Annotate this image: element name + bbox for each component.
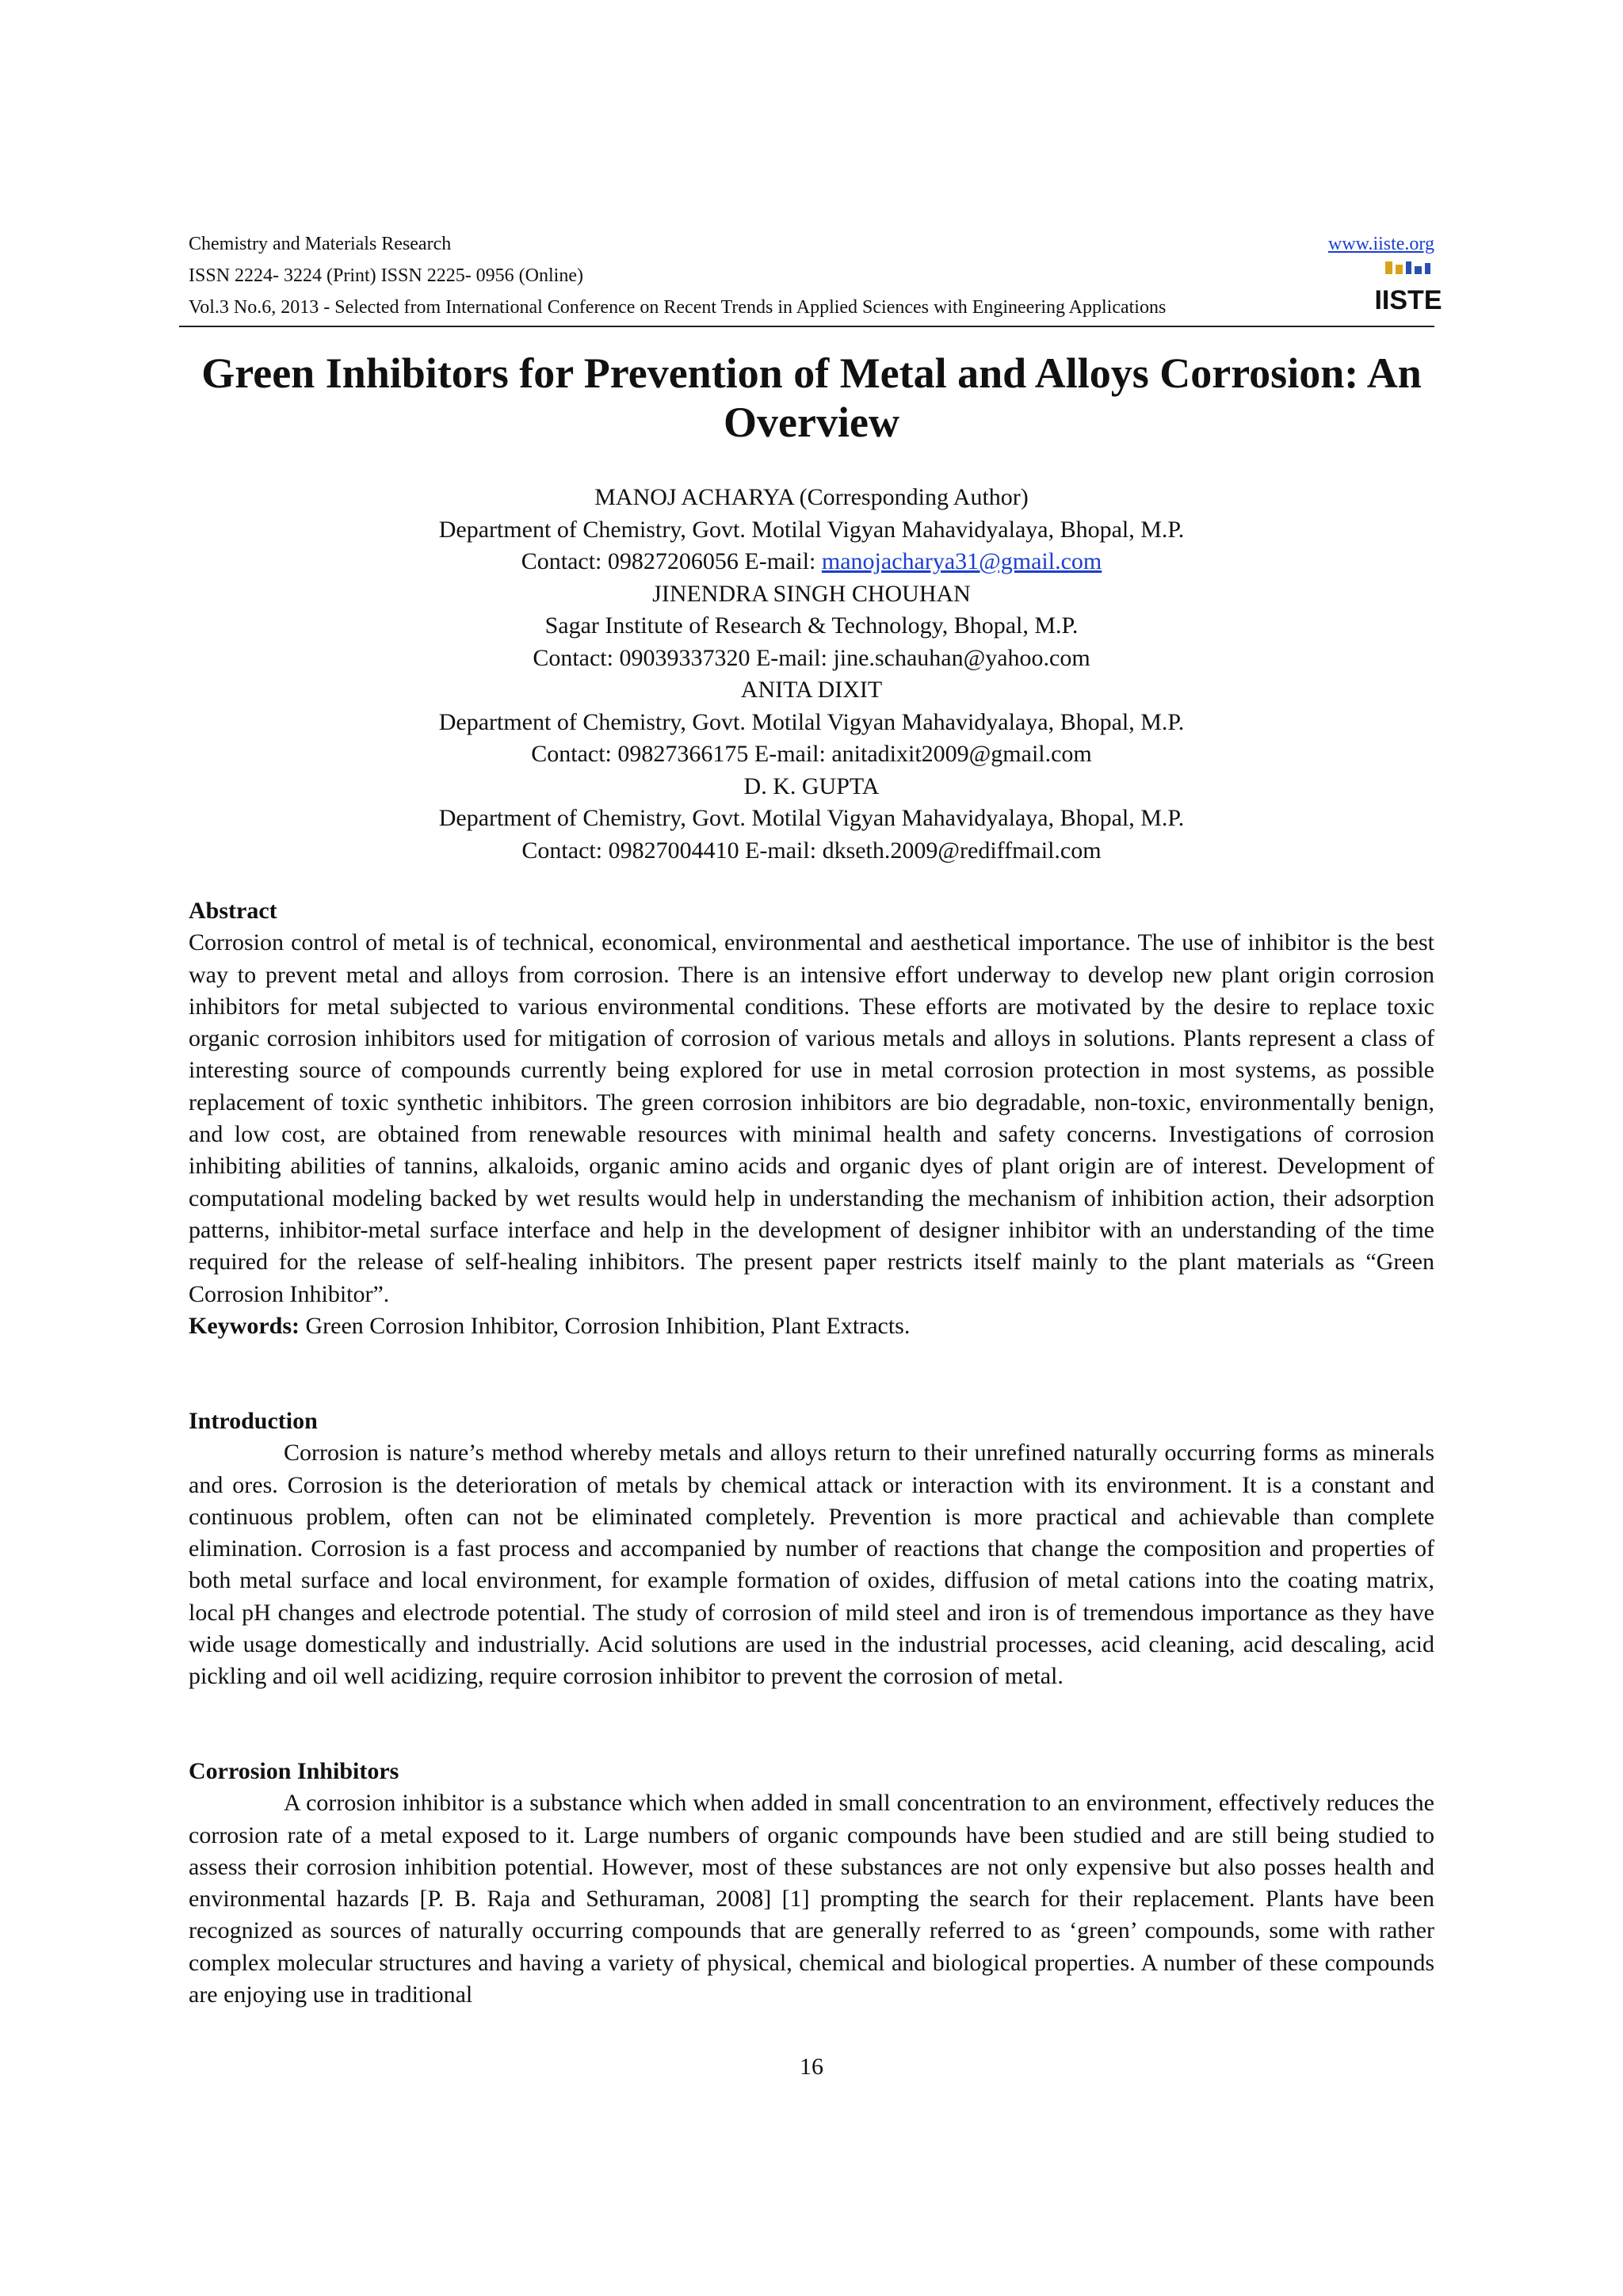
author-affiliation: Department of Chemistry, Govt. Motilal Vigyan Mahavidyalaya, Bhopal, M.P.	[438, 805, 1185, 831]
svg-text:IISTE: IISTE	[1374, 285, 1442, 315]
author-name: JINENDRA SINGH CHOUHAN	[652, 580, 971, 607]
author-block	[189, 482, 1434, 867]
author-contact: Contact: 09827206056 E-mail: manojacharya31@gmail.com	[521, 548, 1102, 574]
abstract-text: Corrosion control of metal is of technical, economical, environmental and aesthetical importance. The use of inhibitor is the best way to prevent metal and alloys from corrosion. There is an intensive effort underway to develop new plant origin corrosion inhibitors for metal subjected to various environmental conditions. These efforts are motivated by the desire to replace toxic organic corrosion inhibitors used for mitigation of corrosion of various metals and alloys in solutions. Plants represent a class of interesting source of compounds currently being explored for use in metal corrosion protection in most systems, as possible replacement of toxic synthetic inhibitors. The green corrosion inhibitors are bio degradable, non-toxic, environmentally benign, and low cost, are obtained from renewable resources with minimal health and safety concerns. Investigations of corrosion inhibiting abilities of tannins, alkaloids, organic amino acids and organic dyes of plant origin are of interest. Development of computational modeling backed by wet results would help in understanding the mechanism of inhibition action, their adsorption patterns, inhibitor-metal surface interface and help in the development of designer inhibitor with an understanding of the time required for the release of self-healing inhibitors. The present paper restricts itself mainly to the plant materials as “Green Corrosion Inhibitor”.	[189, 929, 1434, 1307]
abstract-section	[189, 895, 1434, 1342]
journal-url-link[interactable]: www.iiste.org	[1328, 234, 1434, 254]
title-line-1: Green Inhibitors for Prevention of Metal and Alloys Corrosion: An	[201, 349, 1422, 397]
keywords-text: Green Corrosion Inhibitor, Corrosion Inhibition, Plant Extracts.	[305, 1312, 911, 1339]
introduction-text: Corrosion is nature’s method whereby metals and alloys return to their unrefined naturally occurring forms as minerals and ores. Corrosion is the deterioration of metals by chemical attack or interaction with its environment. It is a constant and continuous problem, often can not be eliminated completely. Prevention is more practical and achievable than complete elimination. Corrosion is a fast process and accompanied by number of reactions that change the composition and properties of both metal surface and local environment, for example formation of oxides, diffusion of metal cations into the coating matrix, local pH changes and electrode potential. The study of corrosion of mild steel and iron is of tremendous importance as they have wide usage domestically and industrially. Acid solutions are used in the industrial processes, acid cleaning, acid descaling, acid pickling and oil well acidizing, require corrosion inhibitor to prevent the corrosion of metal.	[189, 1440, 1434, 1690]
author-contact: Contact: 09827004410 E-mail: dkseth.2009@rediffmail.com	[521, 837, 1102, 864]
title-line-2: Overview	[724, 399, 899, 446]
journal-name: Chemistry and Materials Research	[189, 234, 452, 254]
author-email: jine.schauhan@yahoo.com	[833, 644, 1090, 671]
corrosion-inhibitors-text: A corrosion inhibitor is a substance which when added in small concentration to an environment, effectively reduces the corrosion rate of a metal exposed to it. Large numbers of organic compounds have been studied and are still being studied to assess their corrosion inhibition potential. However, most of these substances are not only expensive but also posses health and environmental hazards [P. B. Raja and Sethuraman, 2008] [1] prompting the search for their replacement. Plants have been recognized as sources of naturally occurring compounds that are generally referred to as ‘green’ compounds, some with rather complex molecular structures and having a variety of physical, chemical and biological properties. A number of these compounds are enjoying use in traditional	[189, 1790, 1434, 2008]
author-email-link[interactable]: manojacharya31@gmail.com	[821, 548, 1102, 574]
paper-title	[189, 349, 1434, 447]
author-affiliation: Department of Chemistry, Govt. Motilal Vigyan Mahavidyalaya, Bhopal, M.P.	[438, 516, 1185, 543]
introduction-heading: Introduction	[189, 1408, 318, 1434]
volume-line: Vol.3 No.6, 2013 - Selected from International Conference on Recent Trends in Applied Sciences with Engineering Applications	[189, 297, 1167, 318]
corrosion-inhibitors-heading: Corrosion Inhibitors	[189, 1758, 399, 1784]
introduction-section	[189, 1405, 1434, 1693]
author-name: MANOJ ACHARYA (Corresponding Author)	[594, 484, 1029, 510]
issn-line: ISSN 2224- 3224 (Print) ISSN 2225- 0956 (Online)	[189, 265, 583, 286]
page-number: 16	[800, 2054, 823, 2080]
keywords-line	[189, 1310, 1434, 1342]
author-affiliation: Sagar Institute of Research & Technology, Bhopal, M.P.	[544, 612, 1079, 639]
author-affiliation: Department of Chemistry, Govt. Motilal Vigyan Mahavidyalaya, Bhopal, M.P.	[438, 708, 1185, 735]
keywords-label: Keywords:	[189, 1312, 300, 1339]
author-email: dkseth.2009@rediffmail.com	[822, 837, 1102, 864]
header-divider	[179, 326, 1434, 327]
running-header	[189, 228, 1442, 323]
iiste-logo-icon	[1374, 260, 1442, 318]
author-contact: Contact: 09827366175 E-mail: anitadixit2009@gmail.com	[531, 741, 1092, 767]
abstract-heading: Abstract	[189, 898, 277, 924]
corrosion-inhibitors-section	[189, 1756, 1434, 2011]
author-email: anitadixit2009@gmail.com	[831, 741, 1092, 767]
author-name: D. K. GUPTA	[743, 772, 880, 799]
author-contact: Contact: 09039337320 E-mail: jine.schauhan@yahoo.com	[533, 644, 1090, 671]
author-name: ANITA DIXIT	[740, 677, 883, 703]
